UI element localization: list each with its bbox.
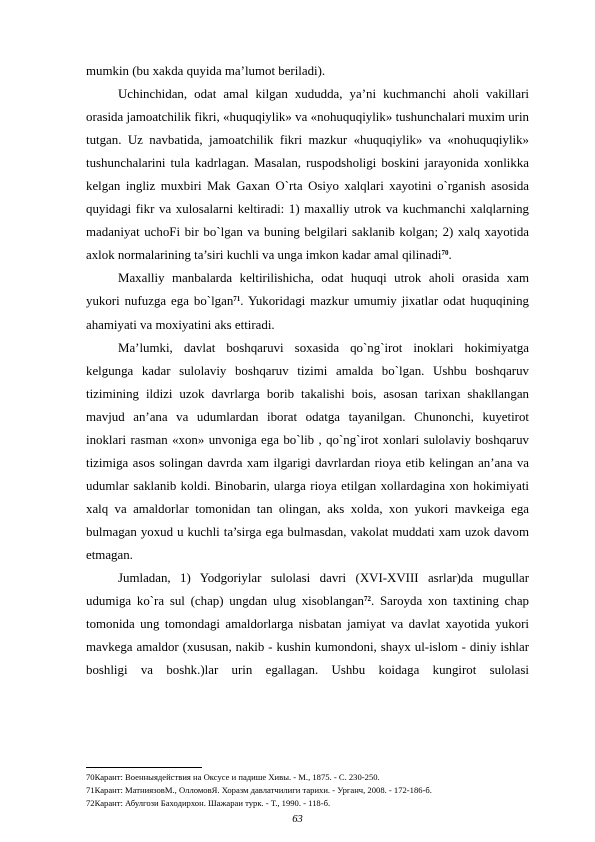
paragraph-4-text: Jumladan, 1) Yodgoriylar sulolasi davri (XVI-XVIII asrlar)da mugullar udumiga ko`ra sul (chap) ungdan ulug xisoblangan <box>86 571 529 609</box>
paragraph-4 <box>86 567 529 682</box>
paragraph-2-end: . Yukoridagi mazkur umumiy jixatlar odat huquqining ahamiyati va moxiyatini aks ettiradi. <box>86 294 529 332</box>
footnote-ref-72[interactable]: 72 <box>363 595 371 604</box>
paragraph-1 <box>86 83 529 267</box>
paragraph-1-end: . <box>448 248 452 263</box>
body-text <box>86 60 529 682</box>
lead-line: mumkin (bu xakda quyida ma’lumot beriladi). <box>86 64 326 78</box>
paragraph-2 <box>86 267 529 336</box>
footnote-ref-70[interactable]: 70 <box>441 249 449 258</box>
footnote-71: 71Карант: МатниязовМ., ОлломовЯ. Хоразм давлатчилиги тарихи. - Урганч, 2008. - 172-186-б. <box>86 785 432 795</box>
footnote-70: 70Карант: Военныядействия на Оксусе и падише Хивы. - М., 1875. - С. 230-250. <box>86 772 380 782</box>
paragraph-3: Ma’lumki, davlat boshqaruvi soxasida qo`ng`irot inoklari hokimiyatga kelgunga kadar sulolaviy boshqaruv tizimi amalda bo`lgan. Ushbu boshqaruv tizimining ildizi uzok davrlarga borib takalishi bois, asosan tarixan shakllangan mavjud an’ana va udumlardan iborat odatga tayanilgan. Chunonchi, kuyetirot inoklari rasman «xon» unvoniga ega bo`lib , qo`ng`irot xonlari sulolaviy boshqaruv tizimiga asos solingan davrda xam ilgarigi davrlardan rioya etib kelingan an’ana va udumlar saklanib koldi. Binobarin, ularga rioya etilgan xollardagina xon hokimiyati xalq va amaldorlar tomonidan tan olingan, aks xolda, xon yukori mavkeiga ega bulmagan yoxud u kuchli ta’sirga ega bulmasdan, vakolat muddati xam uzok davom etmagan. <box>86 340 529 562</box>
paragraph-2-text: Maxalliy manbalarda keltirilishicha, odat huquqi utrok aholi orasida xam yukori nufuzga ega bo`lgan <box>86 271 529 309</box>
page-number: 63 <box>292 814 303 825</box>
paragraph-4-end: . Saroyda xon taxtining chap tomonida ung tomondagi amaldorlarga nisbatan jamiyat va davlat xayotida yukori mavkega amaldor (xususan, nakib - kushin kumondoni, shayx ul-islom - diniy ishlar boshligi va boshk.)lar urin egallagan. Ushbu koidaga kungirot sulolasi <box>86 594 529 678</box>
footnote-ref-71[interactable]: 71 <box>233 295 241 304</box>
paragraph-1-text: Uchinchidan, odat amal kilgan xududda, ya’ni kuchmanchi aholi vakillari orasida jamoatchilik fikri, «huquqiylik» va «nohuquqiylik» tushunchalari muxim urin tutgan. Uz navbatida, jamoatchilik fikri mazkur «huquqiylik» va «nohuquqiylik» tushunchalarini tula kadrlagan. Masalan, ruspodsholigi boskini jarayonida xonlikka kelgan ingliz muxbiri Mak Gaxan O`rta Osiyo xalqlari xayotini o`rganish asosida quyidagi fikr va xulosalarni keltiradi: 1) maxalliy utrok va kuchmanchi xalqlarning madaniyat uchoFi bir bo`lgan va buning belgilari saklanib kolgan; 2) xalq xayotida axlok normalarining ta’siri kuchli va unga imkon kadar amal qilinadi <box>86 87 529 263</box>
footnote-72: 72Карант: Абулгози Баходирхон. Шажараи турк. - Т., 1990. - 118-б. <box>86 798 331 808</box>
footnote-divider <box>86 767 202 768</box>
